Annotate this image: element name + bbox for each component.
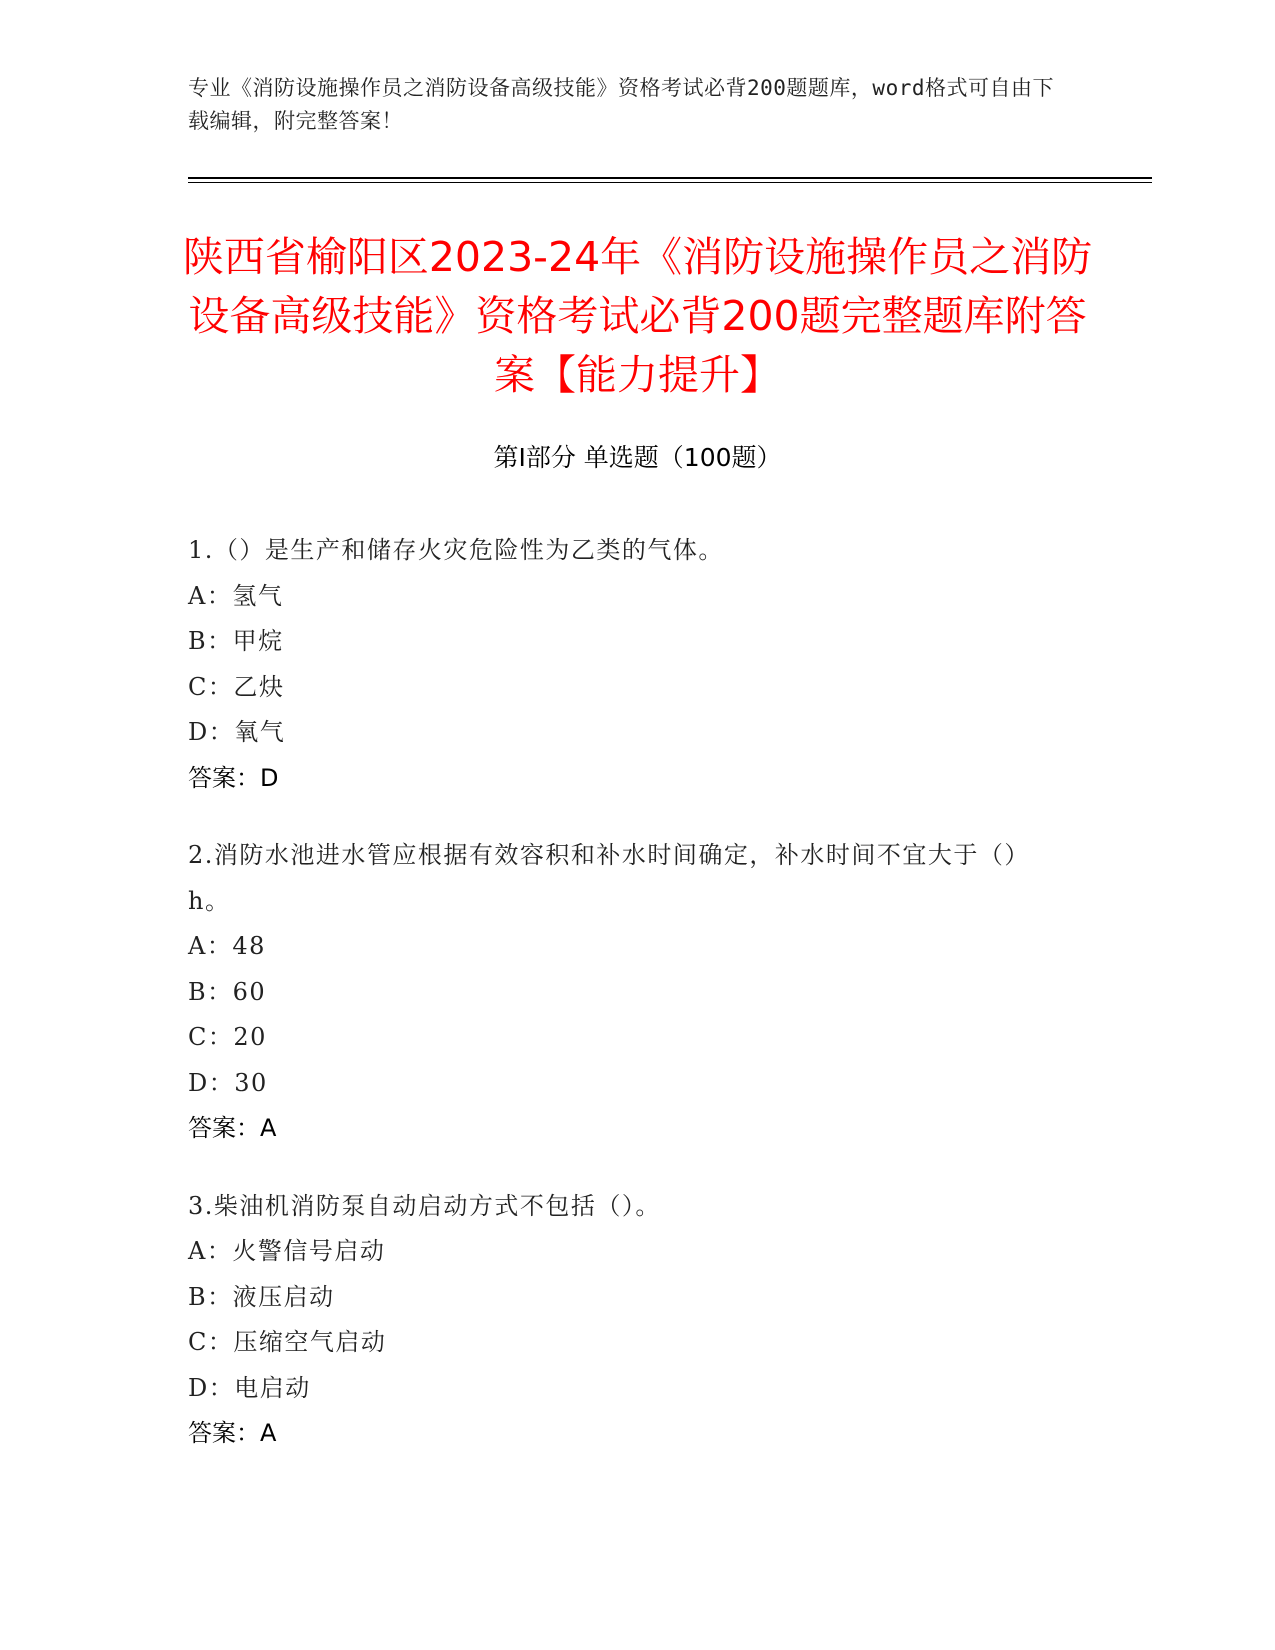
question-answer: 答案：A (188, 1114, 277, 1142)
document-title: 陕西省榆阳区2023-24年《消防设施操作员之消防设备高级技能》资格考试必背200题完整题库附答案【能力提升】 (182, 233, 1093, 399)
option-d: D：30 (188, 1068, 268, 1097)
question-stem: 3.柴油机消防泵自动启动方式不包括（）。 (188, 1191, 661, 1220)
question-stem: 2.消防水池进水管应根据有效容积和补水时间确定，补水时间不宜大于（）h。 (188, 841, 1030, 915)
question-list (188, 528, 1068, 1489)
option-b: B：60 (188, 977, 267, 1006)
header-divider-thin (188, 182, 1152, 183)
question-answer: 答案：D (188, 763, 279, 792)
header-divider-thick (188, 177, 1152, 179)
option-b: B：甲烷 (188, 627, 284, 655)
question-1 (188, 528, 1068, 801)
header-note: 专业《消防设施操作员之消防设备高级技能》资格考试必背200题题库，word格式可自由下载编辑，附完整答案！ (188, 76, 1054, 133)
section-title: 第Ⅰ部分 单选题（100题） (493, 443, 782, 472)
option-a: A：火警信号启动 (188, 1237, 386, 1265)
option-d: D：氧气 (188, 718, 286, 746)
option-c: C：20 (188, 1023, 267, 1051)
question-answer: 答案：A (188, 1419, 277, 1447)
option-a: A：48 (188, 932, 266, 960)
option-c: C：压缩空气启动 (188, 1328, 387, 1356)
option-b: B：液压启动 (188, 1282, 335, 1311)
question-3 (188, 1184, 1068, 1457)
option-d: D：电启动 (188, 1373, 311, 1402)
question-2 (188, 833, 1068, 1152)
question-stem: 1.（）是生产和储存火灾危险性为乙类的气体。 (188, 536, 724, 564)
option-a: A：氢气 (188, 581, 284, 610)
option-c: C：乙炔 (188, 672, 285, 701)
